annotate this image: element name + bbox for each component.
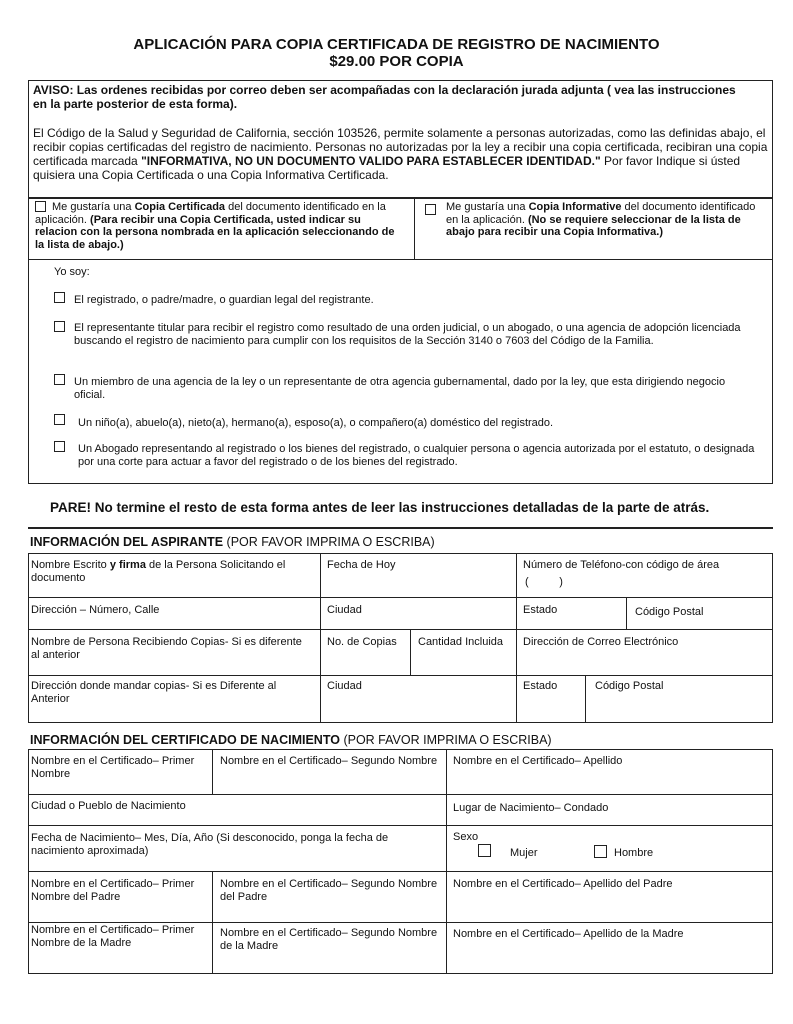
mail-address-field[interactable]: Dirección donde mandar copias- Si es Diferente al Anterior bbox=[31, 680, 277, 705]
applicant-city-field[interactable]: Ciudad bbox=[327, 604, 362, 616]
stop-notice bbox=[50, 500, 780, 516]
informative-copy-text-b: Copia Informative bbox=[528, 201, 622, 213]
applicant-heading-note: (POR FAVOR IMPRIMA O ESCRIBA) bbox=[226, 535, 435, 549]
informative-copy-checkbox[interactable] bbox=[425, 204, 436, 215]
informative-copy-text bbox=[446, 201, 764, 239]
applicant-name-label-b: y firma bbox=[109, 559, 146, 571]
stop-notice-bold: PARE! bbox=[50, 500, 92, 515]
cert-first-name-field[interactable]: Nombre en el Certificado– Primer Nombre bbox=[31, 755, 195, 780]
mother-first-name-field[interactable]: Nombre en el Certificado– Primer Nombre de la Madre bbox=[31, 924, 195, 949]
applicant-col-line-c bbox=[626, 597, 627, 629]
sex-label: Sexo bbox=[453, 831, 479, 843]
relationship-option-1: El registrado, o padre/madre, o guardian legal del registrante. bbox=[74, 294, 374, 306]
applicant-heading-title: INFORMACIÓN DEL ASPIRANTE bbox=[30, 535, 224, 549]
cert-col-line-b bbox=[212, 871, 213, 974]
applicant-name-label-c: de la Persona Solicitando el documento bbox=[31, 559, 286, 584]
relationship-checkbox-1[interactable] bbox=[54, 292, 65, 303]
applicant-name-label-a: Nombre Escrito bbox=[31, 559, 107, 571]
cert-col-line-a bbox=[212, 749, 213, 794]
recipient-name-field[interactable]: Nombre de Persona Recibiendo Copias- Si es diferente al anterior bbox=[31, 636, 302, 661]
relationship-option-5: Un Abogado representando al registrado o los bienes del registrado, o cualquier persona o agencia autorizada por el estatuto, o designada por una corte para actuar a favor del registrado o de los bienes del registrado. bbox=[78, 443, 755, 468]
mother-middle-name-field[interactable]: Nombre en el Certificado– Segundo Nombre de la Madre bbox=[220, 927, 438, 952]
cert-row-line-2 bbox=[28, 825, 773, 826]
cert-last-name-field[interactable]: Nombre en el Certificado– Apellido bbox=[453, 755, 623, 767]
relationship-checkbox-2[interactable] bbox=[54, 321, 65, 332]
male-checkbox[interactable] bbox=[594, 845, 607, 858]
applicant-col-line-b bbox=[516, 553, 517, 723]
certificate-heading-note: (POR FAVOR IMPRIMA O ESCRIBA) bbox=[343, 733, 552, 747]
yo-soy-label: Yo soy: bbox=[54, 266, 90, 278]
num-copies-field[interactable]: No. de Copias bbox=[327, 636, 397, 648]
applicant-top-rule bbox=[28, 527, 773, 529]
mail-city-field[interactable]: Ciudad bbox=[327, 680, 362, 692]
father-last-name-field[interactable]: Nombre en el Certificado– Apellido del Padre bbox=[453, 878, 673, 890]
applicant-col-line-e bbox=[585, 675, 586, 723]
applicant-row-line-3 bbox=[28, 675, 773, 676]
email-field[interactable]: Dirección de Correo Electrónico bbox=[523, 636, 679, 648]
applicant-phone-paren: ( ) bbox=[525, 576, 563, 588]
applicant-col-line-a bbox=[320, 553, 321, 723]
mother-last-name-field[interactable]: Nombre en el Certificado– Apellido de la Madre bbox=[453, 928, 684, 940]
cert-row-line-4 bbox=[28, 922, 773, 923]
female-label: Mujer bbox=[510, 847, 538, 859]
applicant-col-line-d bbox=[410, 629, 411, 675]
applicant-zip-field[interactable]: Código Postal bbox=[635, 606, 704, 618]
applicant-name-field[interactable] bbox=[31, 559, 316, 585]
informative-copy-text-a: Me gustaría una bbox=[446, 201, 526, 213]
father-middle-name-field[interactable]: Nombre en el Certificado– Segundo Nombre del Padre bbox=[220, 878, 438, 903]
cert-middle-name-field[interactable]: Nombre en el Certificado– Segundo Nombre bbox=[220, 755, 438, 767]
applicant-date-field[interactable]: Fecha de Hoy bbox=[327, 559, 396, 571]
informative-copy-text-d: (No se requiere seleccionar de la lista de abajo para recibir una Copia Informativa.) bbox=[446, 213, 741, 238]
relationship-option-3: Un miembro de una agencia de la ley o un representante de otra agencia gubernamental, dado por la ley, que esta dirigiendo negocio oficial. bbox=[74, 376, 726, 401]
applicant-heading bbox=[30, 535, 435, 549]
certified-copy-text-c: del documento identificado en la aplicación. bbox=[35, 201, 386, 226]
certified-copy-text-b: Copia Certificada bbox=[134, 201, 226, 213]
female-checkbox[interactable] bbox=[478, 844, 491, 857]
amount-field[interactable]: Cantidad Incluida bbox=[418, 636, 504, 648]
applicant-state-field[interactable]: Estado bbox=[523, 604, 558, 616]
birth-county-field[interactable]: Lugar de Nacimiento– Condado bbox=[453, 802, 609, 814]
birth-date-field[interactable]: Fecha de Nacimiento– Mes, Día, Año (Si desconocido, ponga la fecha de nacimiento aproximada) bbox=[31, 832, 389, 857]
applicant-row-line-1 bbox=[28, 597, 773, 598]
certificate-heading-title: INFORMACIÓN DEL CERTIFICADO DE NACIMIENTO bbox=[30, 733, 340, 747]
relationship-checkbox-5[interactable] bbox=[54, 441, 65, 452]
applicant-phone-field[interactable]: Número de Teléfono-con código de área bbox=[523, 559, 720, 571]
father-first-name-field[interactable]: Nombre en el Certificado– Primer Nombre del Padre bbox=[31, 878, 195, 903]
male-label: Hombre bbox=[614, 847, 654, 859]
notice-paragraph-part1: El Código de la Salud y Seguridad de California, sección 103526, permite solamente a personas autorizadas, como las definidas abajo, el recibir copias certificadas del registro de nacimiento. Personas no autorizadas por la ley a recibir una copia certificada, recibiran una copia certificada marcada bbox=[33, 126, 768, 168]
cert-row-line-1 bbox=[28, 794, 773, 795]
form-title: APLICACIÓN PARA COPIA CERTIFICADA DE REGISTRO DE NACIMIENTO bbox=[133, 36, 660, 53]
relationship-option-2: El representante titular para recibir el registro como resultado de una orden judicial, o un abogado, o una agencia de adopción licenciada buscando el registro de nacimiento para cumplir con los requisitos de la Sección 3140 o 7603 del Código de la Familia. bbox=[74, 322, 741, 347]
applicant-address-field[interactable]: Dirección – Número, Calle bbox=[31, 604, 160, 616]
mail-state-field[interactable]: Estado bbox=[523, 680, 558, 692]
certificate-heading bbox=[30, 733, 552, 747]
birth-city-field[interactable]: Ciudad o Pueblo de Nacimiento bbox=[31, 800, 186, 812]
certified-copy-text bbox=[35, 201, 405, 251]
price-label: $29.00 POR COPIA bbox=[329, 53, 464, 70]
stop-notice-text: No termine el resto de esta forma antes de leer las instrucciones detalladas de la parte de atrás. bbox=[94, 500, 710, 515]
notice-informativa-warning: "INFORMATIVA, NO UN DOCUMENTO VALIDO PARA ESTABLECER IDENTIDAD." bbox=[141, 154, 601, 168]
cert-row-line-3 bbox=[28, 871, 773, 872]
notice-paragraph-part2: Por favor Indique si ústed quisiera una Copia Certificada o una Copia Informativa Certificada. bbox=[33, 154, 741, 182]
relationship-checkbox-3[interactable] bbox=[54, 374, 65, 385]
mail-zip-field[interactable]: Código Postal bbox=[595, 680, 664, 692]
notice-paragraph bbox=[33, 126, 771, 182]
applicant-row-line-2 bbox=[28, 629, 773, 630]
relationship-checkbox-4[interactable] bbox=[54, 414, 65, 425]
certified-copy-text-a: Me gustaría una bbox=[52, 201, 132, 213]
aviso-text: AVISO: Las ordenes recibidas por correo deben ser acompañadas con la declaración jurada adjunta ( vea las instrucciones en la parte posterior de esta forma). bbox=[33, 83, 736, 111]
certified-copy-text-d: (Para recibir una Copia Certificada, usted indicar su relacion con la persona nombrada en la aplicación seleccionando de la lista de abajo.) bbox=[35, 213, 395, 251]
informative-copy-text-c: del documento identificado en la aplicación. bbox=[446, 201, 756, 226]
relationship-option-4: Un niño(a), abuelo(a), nieto(a), hermano(a), esposo(a), o compañero(a) doméstico del registrado. bbox=[78, 417, 554, 429]
cert-col-line-main bbox=[446, 749, 447, 974]
